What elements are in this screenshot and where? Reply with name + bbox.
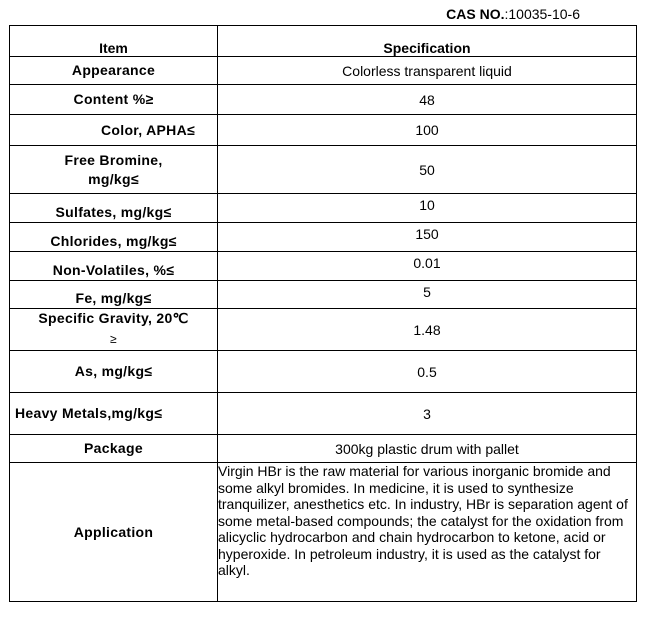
table-row xyxy=(10,463,637,602)
row-item-non-volatiles: Non-Volatiles, %≤ xyxy=(10,252,218,281)
table-row xyxy=(10,435,637,463)
row-value-appearance: Colorless transparent liquid xyxy=(218,57,637,85)
row-item-package: Package xyxy=(10,435,218,463)
row-item-chlorides: Chlorides, mg/kg≤ xyxy=(10,223,218,252)
row-value-chlorides: 150 xyxy=(218,223,637,252)
row-item-fe: Fe, mg/kg≤ xyxy=(10,281,218,309)
specific-gravity-line1: Specific Gravity, 20℃ xyxy=(38,310,189,326)
table-header-row xyxy=(10,26,637,57)
row-value-heavy-metals: 3 xyxy=(218,393,637,435)
table-row xyxy=(10,309,637,351)
row-item-free-bromine xyxy=(10,146,218,194)
row-item-heavy-metals: Heavy Metals,mg/kg≤ xyxy=(10,393,218,435)
header-specification: Specification xyxy=(218,26,637,57)
row-item-application: Application xyxy=(10,463,218,602)
free-bromine-line2: mg/kg≤ xyxy=(88,170,139,187)
table-row xyxy=(10,194,637,223)
row-value-non-volatiles: 0.01 xyxy=(218,252,637,281)
specific-gravity-line2: ≥ xyxy=(110,332,117,346)
row-value-specific-gravity: 1.48 xyxy=(218,309,637,351)
cas-label: CAS NO. xyxy=(446,6,505,22)
table-row xyxy=(10,57,637,85)
table-row xyxy=(10,223,637,252)
table-row xyxy=(10,85,637,115)
row-value-content: 48 xyxy=(218,85,637,115)
row-value-as: 0.5 xyxy=(218,351,637,393)
row-item-color: Color, APHA≤ xyxy=(10,115,218,146)
free-bromine-line1: Free Bromine, xyxy=(64,151,163,168)
table-row xyxy=(10,146,637,194)
row-item-specific-gravity xyxy=(10,309,218,351)
table-row xyxy=(10,393,637,435)
row-item-sulfates: Sulfates, mg/kg≤ xyxy=(10,194,218,223)
table-row xyxy=(10,115,637,146)
row-value-application: Virgin HBr is the raw material for various inorganic bromide and some alkyl bromides. In medicine, it is used to synthesize tranquilizer, anesthetics etc. In industry, HBr is separation agent of some metal-based compounds; the catalyst for the oxidation from alicyclic hydrocarbon and chain hydrocarbon to ketone, acid or hyperoxide. In petroleum industry, it is used as the catalyst for alkyl. xyxy=(218,463,637,602)
row-item-as: As, mg/kg≤ xyxy=(10,351,218,393)
specification-table xyxy=(9,25,637,602)
row-value-color: 100 xyxy=(218,115,637,146)
table-row xyxy=(10,252,637,281)
row-value-free-bromine: 50 xyxy=(218,146,637,194)
row-value-fe: 5 xyxy=(218,281,637,309)
row-value-package: 300kg plastic drum with pallet xyxy=(218,435,637,463)
cas-number xyxy=(446,6,580,22)
cas-value: :10035-10-6 xyxy=(504,6,580,22)
header-item: Item xyxy=(10,26,218,57)
row-value-sulfates: 10 xyxy=(218,194,637,223)
table-row xyxy=(10,351,637,393)
row-item-content: Content %≥ xyxy=(10,85,218,115)
row-item-appearance: Appearance xyxy=(10,57,218,85)
table-row xyxy=(10,281,637,309)
